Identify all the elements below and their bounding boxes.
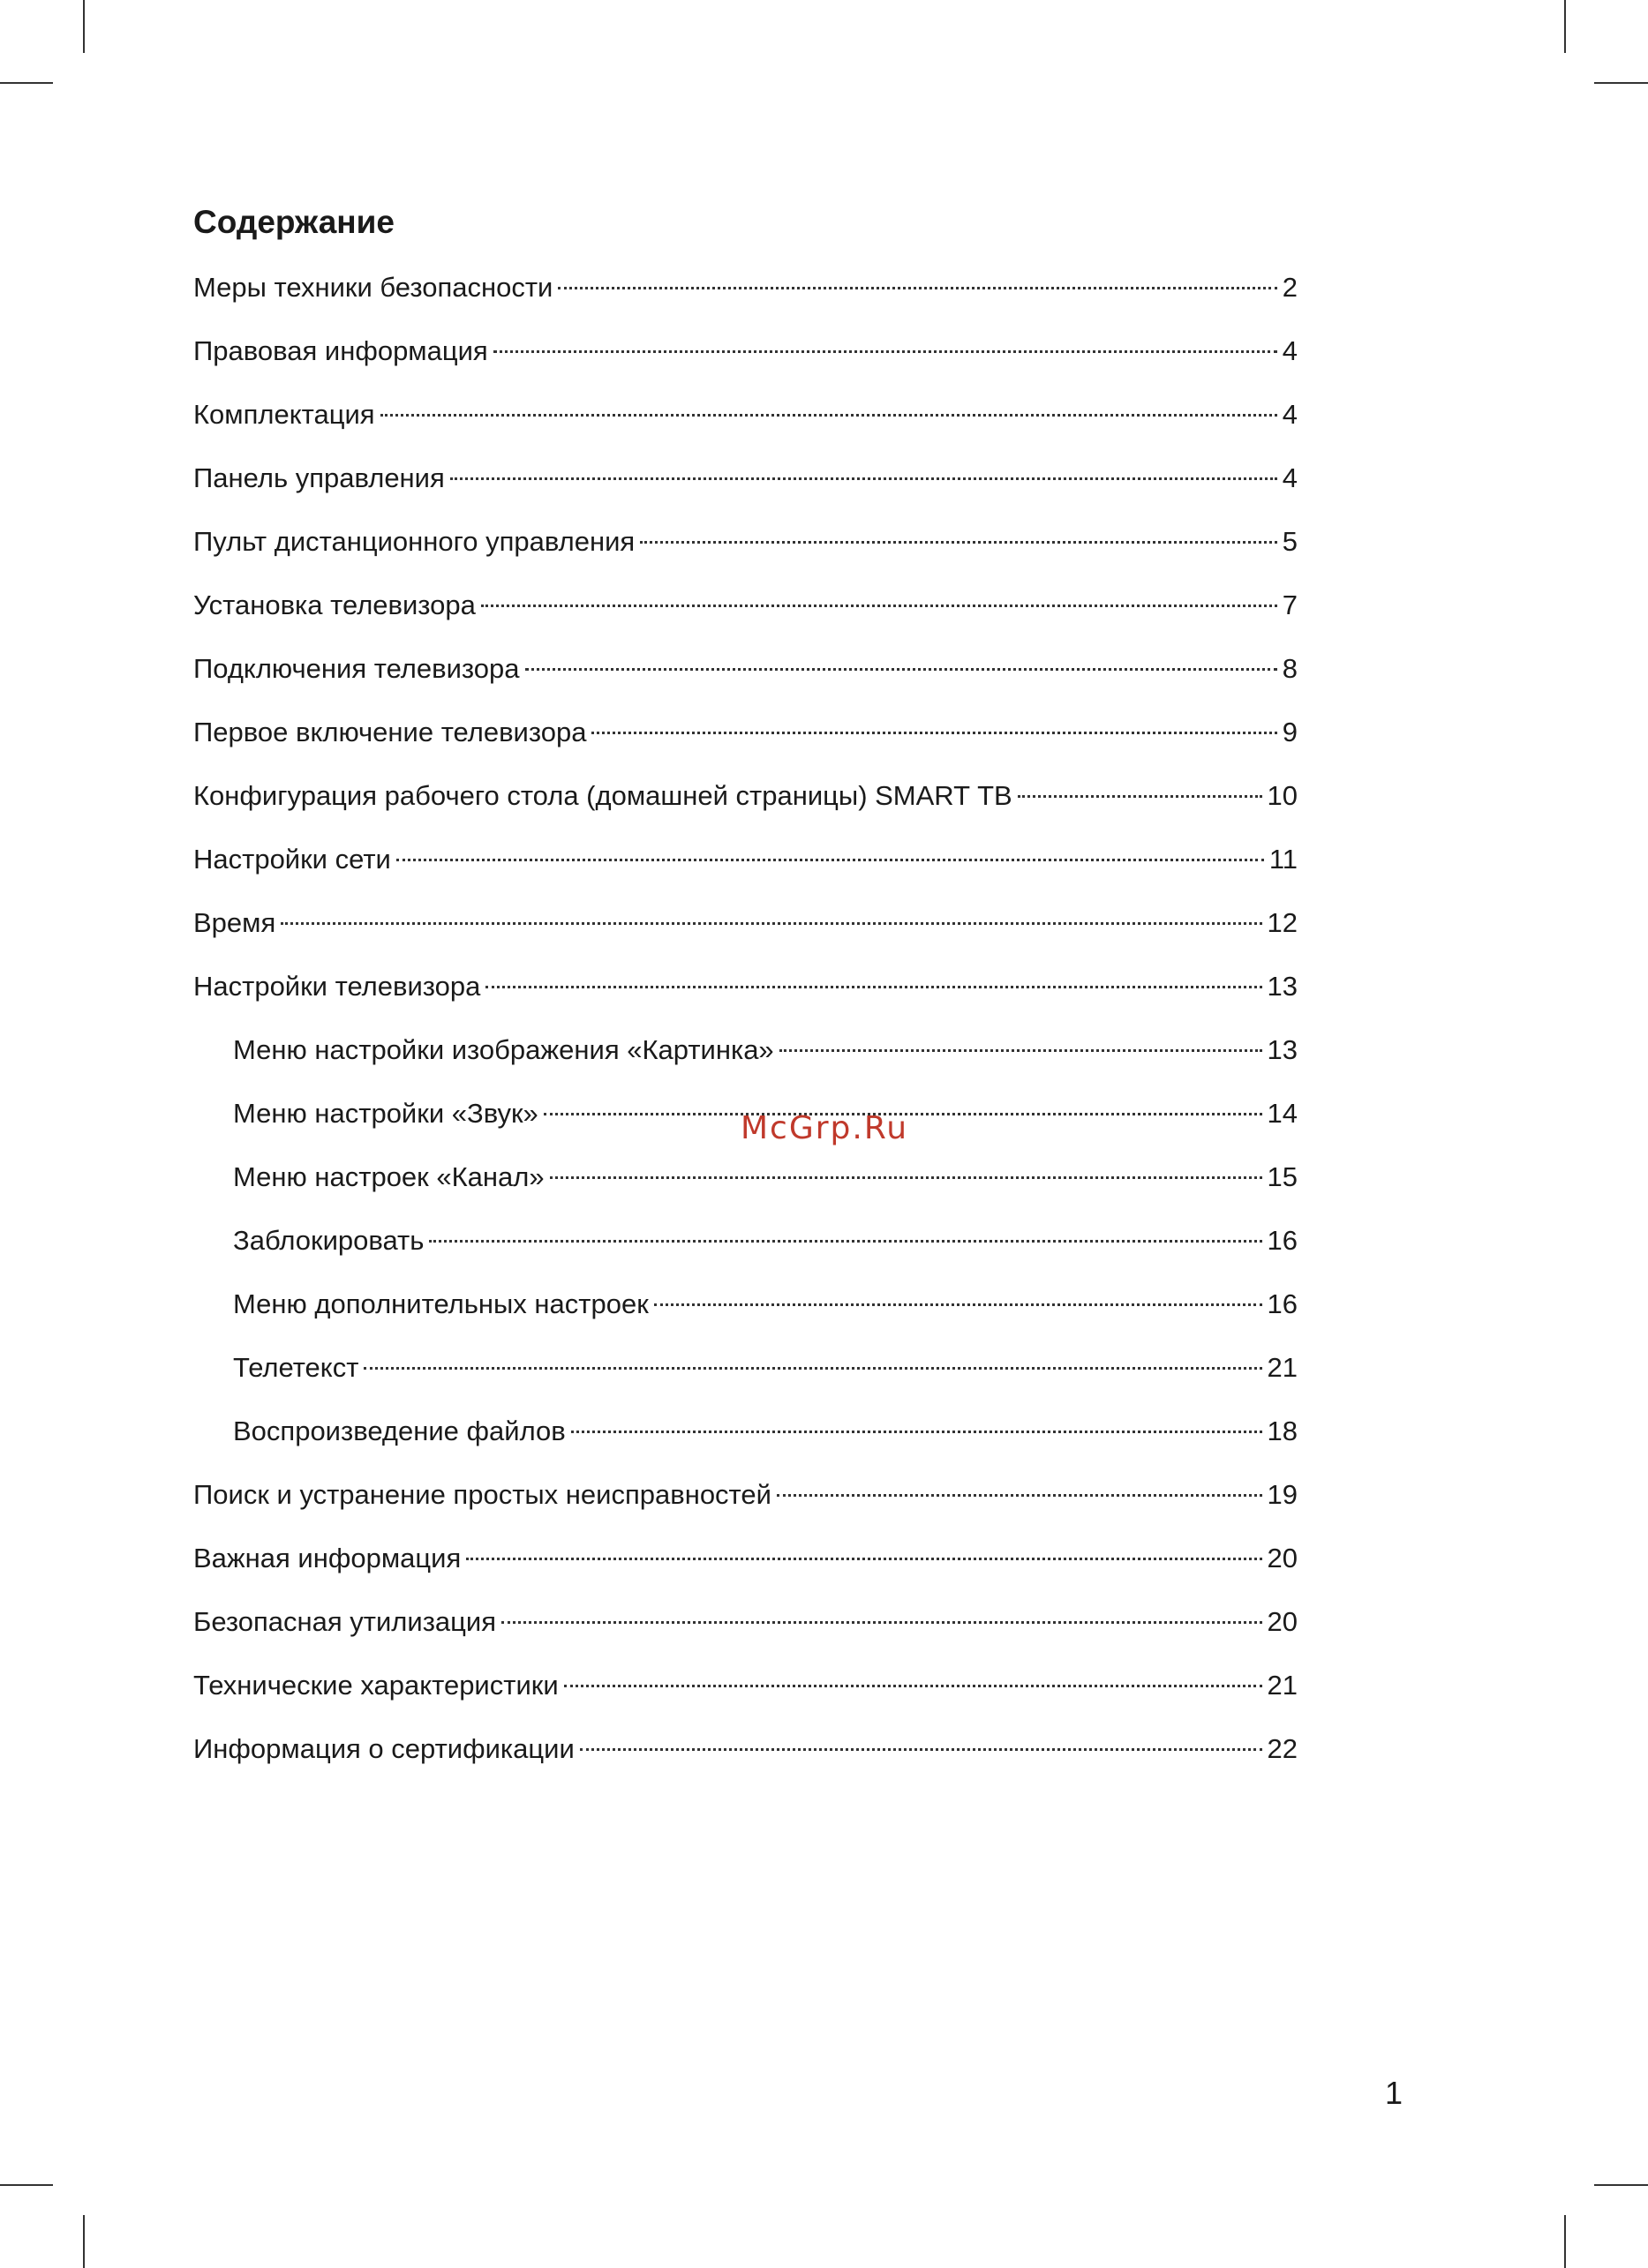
toc-entry[interactable] <box>193 394 1298 457</box>
toc-entry[interactable] <box>193 965 1298 1029</box>
crop-mark-top-left-vertical <box>83 0 85 53</box>
toc-entry-label: Установка телевизора <box>193 590 476 620</box>
toc-leader-dots <box>558 287 1276 289</box>
toc-entry-page: 8 <box>1282 653 1298 684</box>
toc-leader-dots <box>779 1049 1262 1052</box>
toc-entry[interactable] <box>193 838 1298 902</box>
toc-entry-label: Меры техники безопасности <box>193 272 553 303</box>
toc-entry-page: 4 <box>1282 462 1298 493</box>
crop-mark-top-left-horizontal <box>0 82 53 84</box>
toc-leader-dots <box>281 922 1261 925</box>
toc-entry-label: Важная информация <box>193 1543 462 1573</box>
toc-entry-page: 2 <box>1282 272 1298 303</box>
toc-entry-page: 15 <box>1267 1161 1298 1192</box>
toc-leader-dots <box>550 1176 1262 1179</box>
toc-entry[interactable] <box>193 1474 1298 1537</box>
toc-entry-label: Поиск и устранение простых неисправностей <box>193 1479 771 1510</box>
toc-entry-label: Правовая информация <box>193 335 488 366</box>
toc-entry-label: Меню настройки «Звук» <box>233 1098 538 1129</box>
toc-entry-page: 21 <box>1267 1352 1298 1383</box>
toc-entry[interactable] <box>193 1156 1298 1220</box>
toc-entry[interactable] <box>193 584 1298 648</box>
watermark: McGrp.Ru <box>741 1110 909 1146</box>
toc-entry-page: 11 <box>1268 844 1298 875</box>
toc-leader-dots <box>429 1240 1261 1243</box>
toc-leader-dots <box>564 1685 1262 1687</box>
toc-entry-page: 20 <box>1267 1606 1298 1637</box>
toc-entry-label: Безопасная утилизация <box>193 1606 497 1637</box>
toc-entry[interactable] <box>193 521 1298 584</box>
toc-leader-dots <box>591 732 1276 734</box>
toc-entry-label: Пульт дистанционного управления <box>193 526 636 557</box>
toc-entry-label: Время <box>193 907 276 938</box>
toc-leader-dots <box>525 668 1277 671</box>
toc-entry[interactable] <box>193 1664 1298 1728</box>
toc-entry-page: 5 <box>1282 526 1298 557</box>
toc-leader-dots <box>571 1431 1262 1433</box>
toc-leader-dots <box>481 605 1277 607</box>
toc-entry[interactable] <box>193 1728 1298 1791</box>
toc-entry-page: 4 <box>1282 399 1298 430</box>
toc-entry-page: 22 <box>1267 1733 1298 1764</box>
toc-entry[interactable] <box>193 267 1298 330</box>
toc-leader-dots <box>466 1558 1261 1560</box>
toc-entry-page: 14 <box>1267 1098 1298 1129</box>
toc-entry-label: Технические характеристики <box>193 1670 559 1701</box>
toc-entry-page: 13 <box>1267 971 1298 1002</box>
toc-entry[interactable] <box>193 902 1298 965</box>
toc-entry-label: Информация о сертификации <box>193 1733 575 1764</box>
toc-leader-dots <box>640 541 1277 544</box>
page-number: 1 <box>1385 2075 1403 2111</box>
toc-entry-page: 16 <box>1267 1288 1298 1319</box>
toc-leader-dots <box>777 1494 1262 1497</box>
crop-mark-bottom-left-vertical <box>83 2215 85 2268</box>
toc-leader-dots <box>380 414 1277 417</box>
toc-entry-label: Телетекст <box>233 1352 359 1383</box>
toc-entry-page: 16 <box>1267 1225 1298 1256</box>
toc-leader-dots <box>493 350 1277 353</box>
toc-entry-page: 9 <box>1282 717 1298 747</box>
toc-entry-page: 10 <box>1267 780 1298 811</box>
toc-entry[interactable] <box>193 1410 1298 1474</box>
toc-entry-label: Конфигурация рабочего стола (домашней страницы) SMART ТВ <box>193 780 1012 811</box>
toc-leader-dots <box>580 1748 1262 1751</box>
page-title: Содержание <box>193 204 395 240</box>
toc-entry-label: Настройки телевизора <box>193 971 481 1002</box>
toc-leader-dots <box>364 1367 1261 1370</box>
toc-entry-page: 13 <box>1267 1034 1298 1065</box>
crop-mark-bottom-right-vertical <box>1564 2215 1566 2268</box>
toc-entry-label: Подключения телевизора <box>193 653 520 684</box>
toc-entry[interactable] <box>193 711 1298 775</box>
toc-entry-label: Меню дополнительных настроек <box>233 1288 649 1319</box>
toc-entry-page: 19 <box>1267 1479 1298 1510</box>
crop-mark-bottom-left-horizontal <box>0 2184 53 2186</box>
toc-entry-label: Панель управления <box>193 462 445 493</box>
crop-mark-top-right-vertical <box>1564 0 1566 53</box>
toc-leader-dots <box>396 859 1264 861</box>
toc-leader-dots <box>654 1303 1262 1306</box>
toc-entry-page: 12 <box>1267 907 1298 938</box>
toc-entry[interactable] <box>193 1029 1298 1093</box>
toc-leader-dots <box>450 477 1277 480</box>
toc-entry[interactable] <box>193 1537 1298 1601</box>
toc-entry[interactable] <box>193 1347 1298 1410</box>
toc-entry-label: Меню настройки изображения «Картинка» <box>233 1034 774 1065</box>
toc-leader-dots <box>1018 795 1262 798</box>
toc-entry-label: Заблокировать <box>233 1225 425 1256</box>
toc-entry-page: 7 <box>1282 590 1298 620</box>
toc-entry-label: Воспроизведение файлов <box>233 1416 566 1446</box>
toc-entry[interactable] <box>193 330 1298 394</box>
toc-entry-label: Комплектация <box>193 399 375 430</box>
toc-entry-page: 20 <box>1267 1543 1298 1573</box>
toc-entry-label: Первое включение телевизора <box>193 717 587 747</box>
toc-entry-page: 21 <box>1267 1670 1298 1701</box>
toc-entry-label: Меню настроек «Канал» <box>233 1161 545 1192</box>
toc-entry[interactable] <box>193 648 1298 711</box>
toc-entry[interactable] <box>193 1601 1298 1664</box>
toc-entry-page: 18 <box>1267 1416 1298 1446</box>
toc-entry[interactable] <box>193 775 1298 838</box>
toc-leader-dots <box>485 986 1261 988</box>
table-of-contents <box>193 267 1298 1791</box>
toc-entry[interactable] <box>193 1283 1298 1347</box>
crop-mark-top-right-horizontal <box>1594 82 1648 84</box>
toc-entry[interactable] <box>193 457 1298 521</box>
toc-leader-dots <box>501 1621 1261 1624</box>
crop-mark-bottom-right-horizontal <box>1594 2184 1648 2186</box>
toc-entry-label: Настройки сети <box>193 844 391 875</box>
toc-entry[interactable] <box>193 1220 1298 1283</box>
toc-entry-page: 4 <box>1282 335 1298 366</box>
